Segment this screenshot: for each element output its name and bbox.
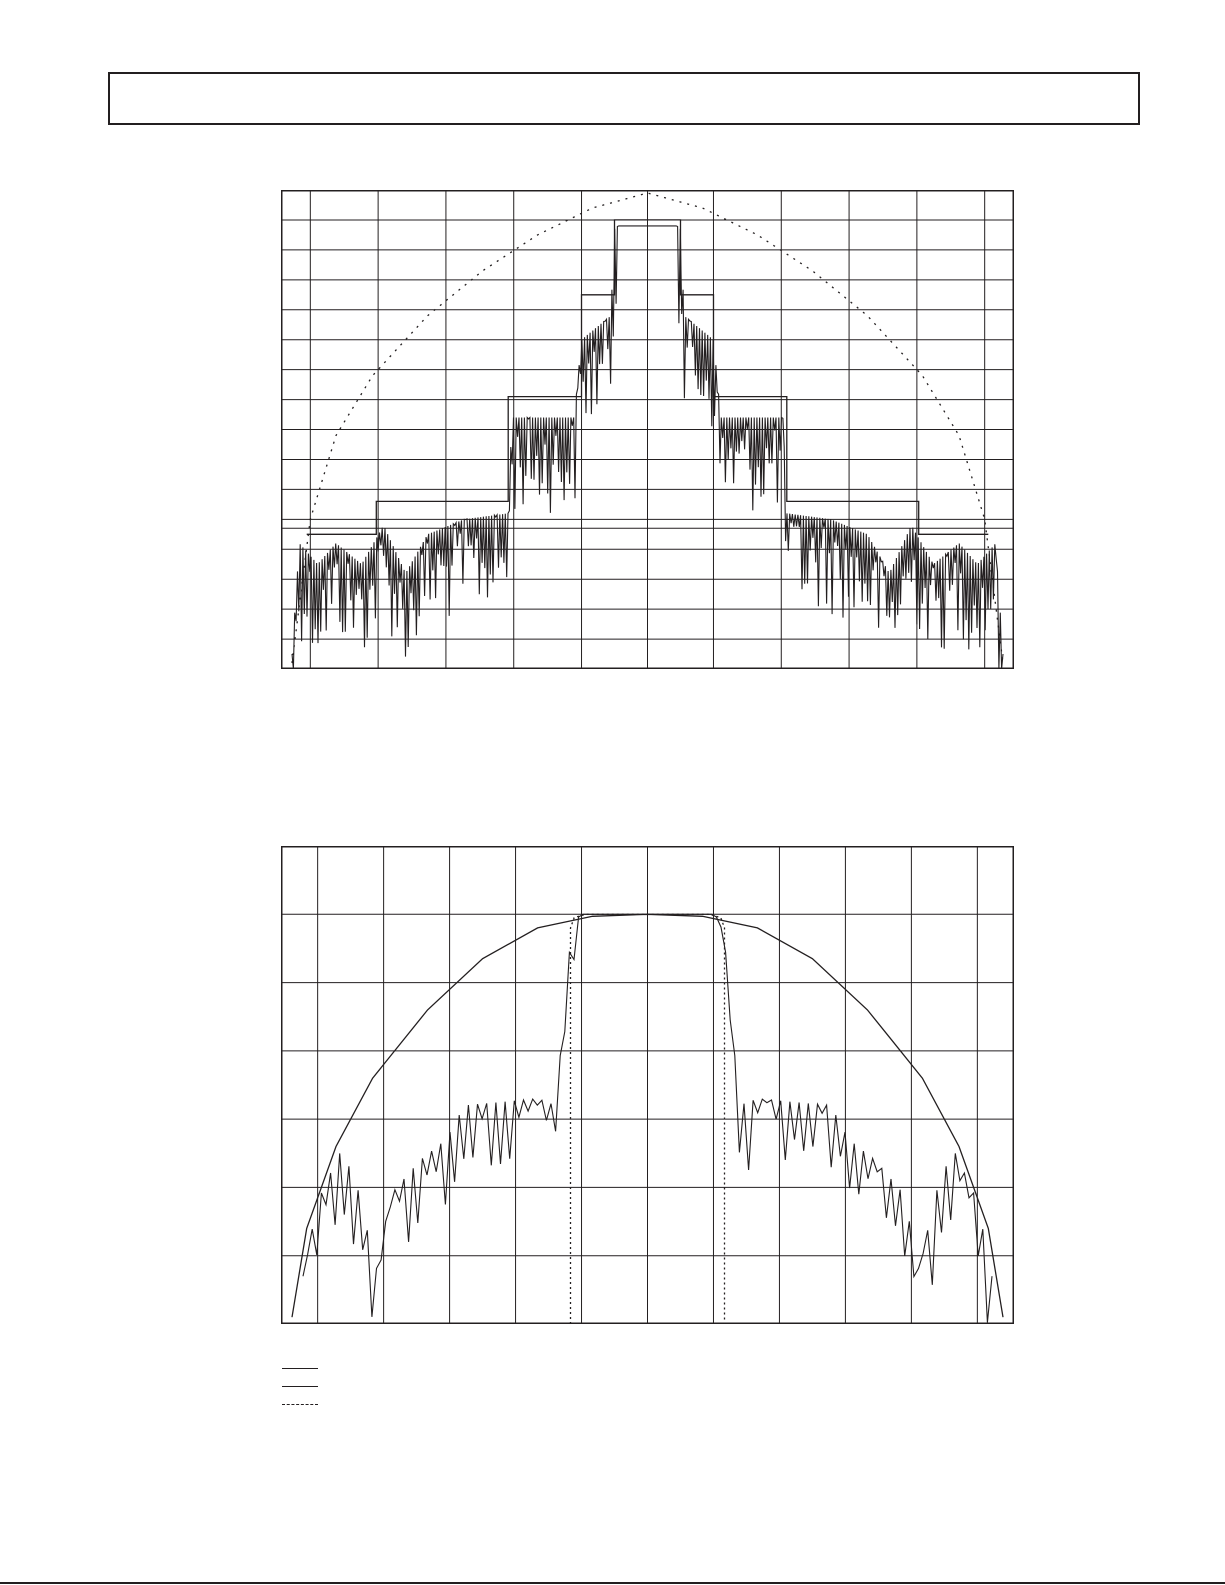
- legend-swatch-dashed: [282, 1404, 318, 1405]
- legend-swatch-solid: [282, 1386, 318, 1387]
- legend-item: [282, 1378, 682, 1396]
- legend-swatch-solid: [282, 1368, 318, 1369]
- header-box: [108, 72, 1140, 125]
- spectrum-chart-bottom: [281, 846, 1014, 1324]
- legend-item: [282, 1396, 682, 1414]
- spectrum-chart-top: [281, 190, 1014, 669]
- legend: [282, 1360, 682, 1420]
- page-bottom-rule: [0, 1582, 1225, 1584]
- legend-item: [282, 1360, 682, 1378]
